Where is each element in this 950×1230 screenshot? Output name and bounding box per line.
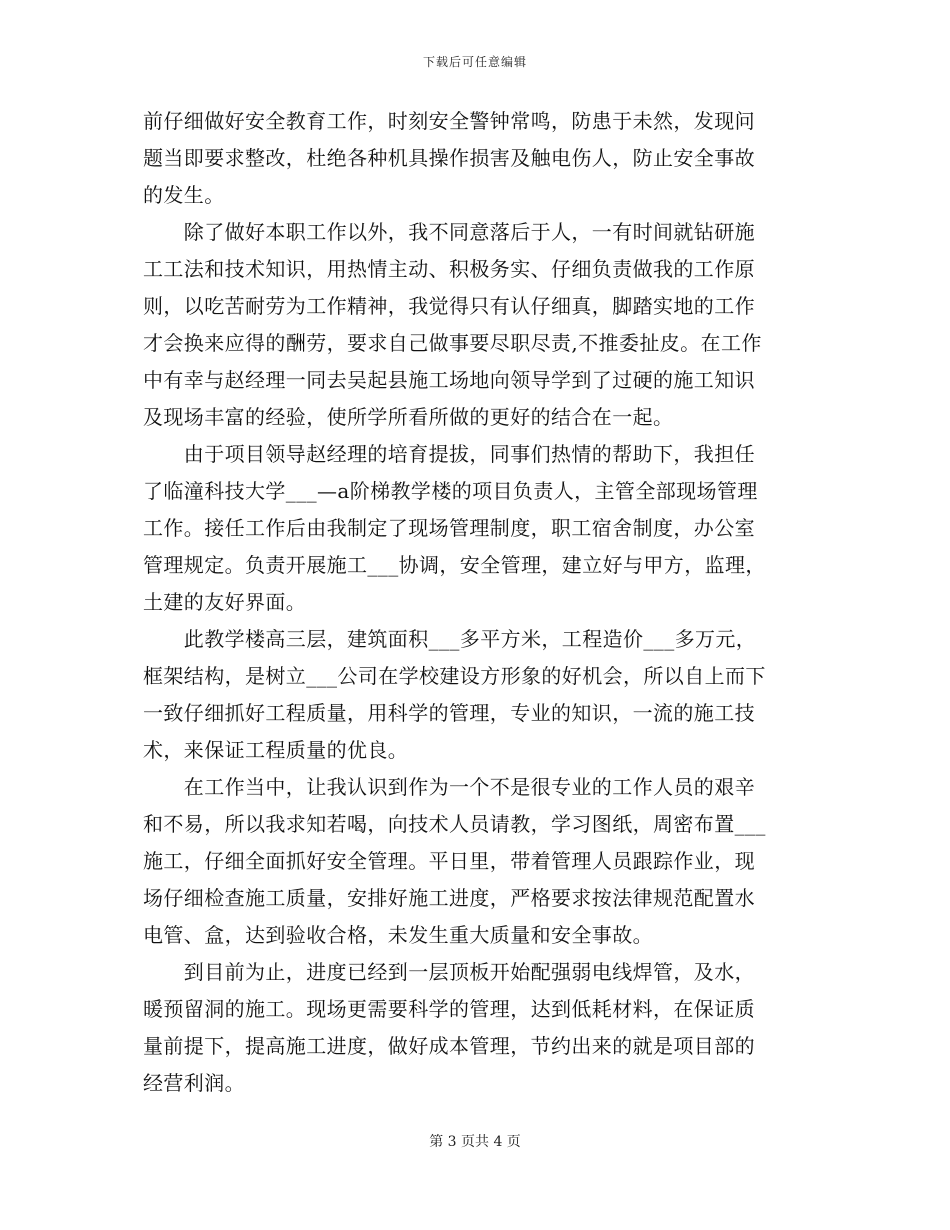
text-line: 框架结构，是树立___公司在学校建设方形象的好机会，所以自上而下: [143, 664, 766, 688]
text-line: 则，以吃苦耐劳为工作精神，我觉得只有认仔细真，脚踏实地的工作: [143, 294, 755, 318]
text-line: 和不易，所以我求知若喝，向技术人员请教，学习图纸，周密布置___: [143, 812, 766, 836]
text-line: 电管、盒，达到验收合格，未发生重大质量和安全事故。: [143, 923, 653, 947]
text-line: 场仔细检查施工质量，安排好施工进度，严格要求按法律规范配置水: [143, 886, 755, 910]
text-line: 题当即要求整改，杜绝各种机具操作损害及触电伤人，防止安全事故: [143, 146, 755, 170]
text-line: 管理规定。负责开展施工___协调，安全管理，建立好与甲方，监理，: [143, 553, 766, 577]
text-line: 除了做好本职工作以外，我不同意落后于人，一有时间就钻研施: [143, 220, 755, 244]
text-line: 此教学楼高三层，建筑面积___多平方米，工程造价___多万元，: [143, 627, 757, 651]
page-header: 下载后可任意编辑: [422, 55, 527, 69]
text-line: 由于项目领导赵经理的培育提拔，同事们热情的帮助下，我担任: [143, 442, 755, 466]
text-line: 经营利润。: [143, 1071, 245, 1095]
text-line: 才会换来应得的酬劳，要求自己做事要尽职尽责,不推委扯皮。在工作: [143, 331, 762, 355]
text-line: 施工，仔细全面抓好安全管理。平日里，带着管理人员跟踪作业，现: [143, 849, 755, 873]
text-line: 中有幸与赵经理一同去吴起县施工场地向领导学到了过硬的施工知识: [143, 368, 755, 392]
page-footer: 第 3 页共 4 页: [429, 1134, 521, 1150]
text-line: 了临潼科技大学___—a阶梯教学楼的项目负责人，主管全部现场管理: [143, 479, 758, 503]
text-line: 量前提下，提高施工进度，做好成本管理，节约出来的就是项目部的: [143, 1034, 755, 1058]
text-line: 工作。接任工作后由我制定了现场管理制度，职工宿舍制度，办公室: [143, 516, 755, 540]
text-line: 前仔细做好安全教育工作，时刻安全警钟常鸣，防患于未然，发现问: [143, 109, 755, 133]
text-line: 工工法和技术知识，用热情主动、积极务实、仔细负责做我的工作原: [143, 257, 755, 281]
text-line: 在工作当中，让我认识到作为一个不是很专业的工作人员的艰辛: [143, 775, 755, 799]
text-line: 到目前为止，进度已经到一层顶板开始配强弱电线焊管，及水，: [143, 960, 755, 984]
text-line: 土建的友好界面。: [143, 590, 307, 614]
text-line: 的发生。: [143, 183, 225, 207]
document-body: [143, 103, 811, 1102]
text-line: 暖预留洞的施工。现场更需要科学的管理，达到低耗材料，在保证质: [143, 997, 755, 1021]
text-line: 及现场丰富的经验，使所学所看所做的更好的结合在一起。: [143, 405, 674, 429]
text-line: 术，来保证工程质量的优良。: [143, 738, 409, 762]
text-line: 一致仔细抓好工程质量，用科学的管理，专业的知识，一流的施工技: [143, 701, 755, 725]
